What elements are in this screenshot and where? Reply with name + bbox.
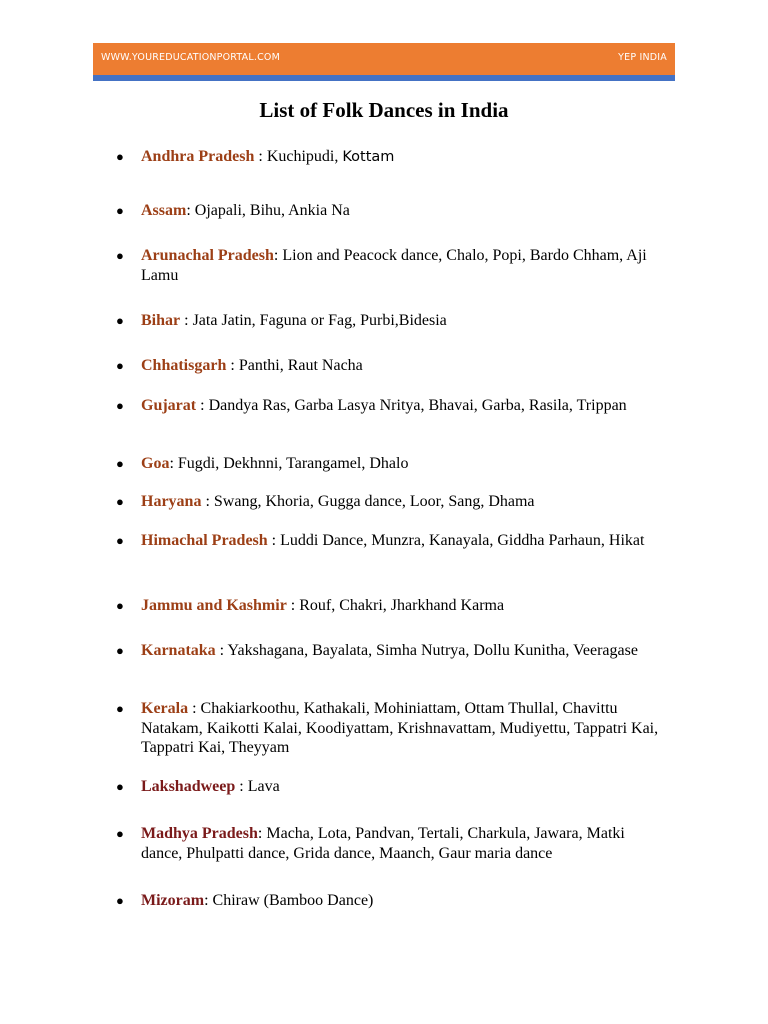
site-url[interactable]: WWW.YOUREDUCATIONPORTAL.COM (101, 52, 280, 63)
state-name: Himachal Pradesh (141, 532, 268, 549)
separator: : (267, 532, 281, 549)
state-name: Kerala (141, 700, 189, 717)
state-name: Jammu and Kashmir (141, 597, 287, 614)
bullet-icon: ● (116, 533, 124, 548)
dance-names: Ojapali, Bihu, Ankia Na (194, 202, 350, 219)
bullet-icon: ● (116, 494, 124, 509)
dance-names: Rouf, Chakri, Jharkhand Karma (299, 597, 505, 614)
bullet-icon: ● (116, 203, 124, 218)
list-item-kerala (116, 699, 661, 758)
list-entry (141, 201, 661, 221)
bullet-icon: ● (116, 248, 124, 263)
bullet-icon: ● (116, 893, 124, 908)
list-entry (141, 311, 661, 331)
list-entry (141, 492, 661, 512)
bullet-icon: ● (116, 643, 124, 658)
list-item-chhatisgarh (116, 356, 661, 376)
separator: : (188, 700, 201, 717)
dance-names: Dandya Ras, Garba Lasya Nritya, Bhavai, Garba, Rasila, Trippan (208, 397, 627, 414)
state-name: Goa (141, 455, 170, 472)
list-item-mizoram (116, 891, 661, 911)
list-entry (141, 824, 661, 863)
dance-names: Kuchipudi, (266, 148, 343, 165)
list-entry (141, 641, 661, 661)
separator: : (180, 312, 193, 329)
bullet-icon: ● (116, 598, 124, 613)
state-name: Haryana (141, 493, 202, 510)
header-stripe (93, 75, 675, 81)
separator: : (204, 892, 213, 909)
separator: : (257, 825, 267, 842)
list-entry (141, 454, 661, 474)
list-entry (141, 246, 661, 285)
separator: : (273, 247, 283, 264)
separator: : (196, 397, 209, 414)
list-item-andhra-pradesh (116, 147, 661, 168)
list-item-arunachal-pradesh (116, 246, 661, 285)
list-entry (141, 596, 661, 616)
bullet-icon: ● (116, 779, 124, 794)
list-entry (141, 699, 661, 758)
dance-names: Chiraw (Bamboo Dance) (212, 892, 374, 909)
state-name: Assam (141, 202, 187, 219)
bullet-icon: ● (116, 456, 124, 471)
state-name: Lakshadweep (141, 778, 236, 795)
list-item-madhya-pradesh (116, 824, 661, 863)
dance-names: Panthi, Raut Nacha (238, 357, 363, 374)
dance-names: Luddi Dance, Munzra, Kanayala, Giddha Parhaun, Hikat (280, 532, 645, 549)
state-name: Bihar (141, 312, 181, 329)
bullet-icon: ● (116, 358, 124, 373)
state-name: Gujarat (141, 397, 197, 414)
brand-name: YEP INDIA (618, 52, 667, 63)
separator: : (201, 493, 214, 510)
list-entry (141, 531, 661, 551)
dance-names: Chakiarkoothu, Kathakali, Mohiniattam, Ottam Thullal, Chavittu Natakam, Kaikotti Kalai, Koodiyattam, Krishnavattam, Mudiyettu, Tappatri Kai, Tappatri Kai, Theyyam (141, 700, 659, 756)
dance-names-extra: Kottam (342, 149, 395, 165)
list-item-jammu-and-kashmir (116, 596, 661, 616)
list-item-lakshadweep (116, 777, 661, 797)
list-item-karnataka (116, 641, 661, 661)
dance-names: Yakshagana, Bayalata, Simha Nutrya, Dollu Kunitha, Veeragase (227, 642, 638, 659)
separator: : (186, 202, 195, 219)
bullet-icon: ● (116, 701, 124, 716)
list-item-bihar (116, 311, 661, 331)
dance-names: Lava (247, 778, 280, 795)
list-entry (141, 396, 661, 416)
dance-names: Fugdi, Dekhnni, Tarangamel, Dhalo (177, 455, 409, 472)
state-name: Mizoram (141, 892, 205, 909)
list-entry (141, 356, 661, 376)
list-item-goa (116, 454, 661, 474)
state-name: Andhra Pradesh (141, 148, 255, 165)
state-name: Karnataka (141, 642, 216, 659)
list-entry (141, 891, 661, 911)
list-item-haryana (116, 492, 661, 512)
dance-names: Jata Jatin, Faguna or Fag, Purbi,Bidesia (192, 312, 447, 329)
separator: : (169, 455, 178, 472)
list-item-gujarat (116, 396, 661, 416)
state-name: Madhya Pradesh (141, 825, 258, 842)
separator: : (254, 148, 267, 165)
bullet-icon: ● (116, 313, 124, 328)
state-name: Arunachal Pradesh (141, 247, 274, 264)
list-entry (141, 147, 661, 168)
dance-names: Macha, Lota, Pandvan, Tertali, Charkula, Jawara, Matki dance, Phulpatti dance, Grida dance, Maanch, Gaur maria dance (141, 825, 625, 862)
bullet-icon: ● (116, 826, 124, 841)
state-name: Chhatisgarh (141, 357, 227, 374)
bullet-icon: ● (116, 398, 124, 413)
list-entry (141, 777, 661, 797)
separator: : (235, 778, 248, 795)
dance-names: Lion and Peacock dance, Chalo, Popi, Bardo Chham, Aji Lamu (141, 247, 647, 284)
separator: : (226, 357, 239, 374)
list-item-himachal-pradesh (116, 531, 661, 551)
list-item-assam (116, 201, 661, 221)
separator: : (215, 642, 228, 659)
dance-names: Swang, Khoria, Gugga dance, Loor, Sang, Dhama (213, 493, 535, 510)
bullet-icon: ● (116, 149, 124, 164)
page-title: List of Folk Dances in India (259, 98, 509, 122)
separator: : (286, 597, 300, 614)
